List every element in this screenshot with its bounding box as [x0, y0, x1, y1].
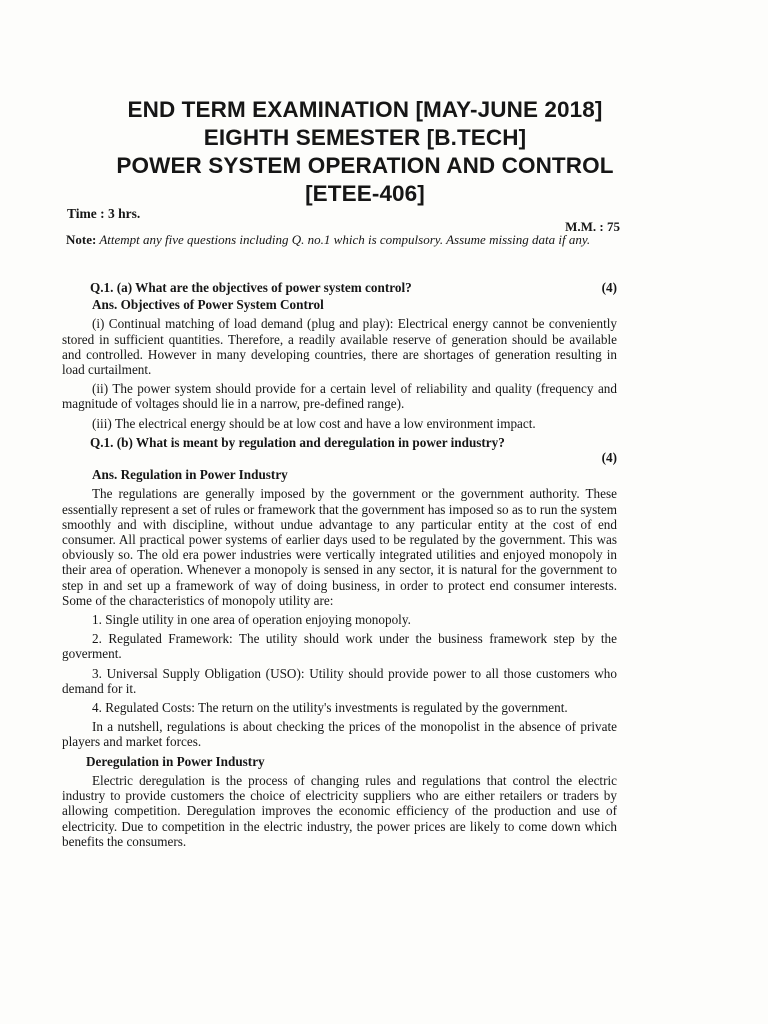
instructions-note — [66, 232, 616, 247]
deregulation-heading: Deregulation in Power Industry — [86, 753, 265, 769]
list-item: 1. Single utility in one area of operation enjoying monopoly. — [92, 612, 411, 628]
note-label: Note: — [66, 232, 97, 247]
document-body — [62, 276, 617, 853]
course-code: [ETEE-406] — [305, 181, 425, 206]
time-label: Time : 3 hrs. — [67, 206, 141, 221]
question-1a — [90, 280, 617, 295]
question-1b-marks: (4) — [601, 450, 617, 466]
answer-1a-point: (i) Continual matching of load demand (plug and play): Electrical energy cannot be conveniently stored in sufficient quantities. Therefore, a readily available reserve of generation should be available and controlled. However in many developing countries, there are shortages of generation resulting in load curtailment. — [62, 316, 617, 378]
question-1b-text: Q.1. (b) What is meant by regulation and deregulation in power industry? — [90, 434, 505, 450]
answer-1a-point: (ii) The power system should provide for a certain level of reliability and quality (frequency and magnitude of voltages should lie in a narrow, pre-defined range). — [62, 381, 617, 412]
list-item: 2. Regulated Framework: The utility should work under the business framework step by the goverment. — [62, 631, 617, 662]
answer-1a-point: (iii) The electrical energy should be at low cost and have a low environment impact. — [92, 415, 536, 431]
answer-1b-heading: Ans. Regulation in Power Industry — [92, 467, 288, 483]
list-item: 3. Universal Supply Obligation (USO): Utility should provide power to all those customers who demand for it. — [62, 665, 617, 696]
question-1b — [90, 435, 617, 450]
answer-1a-heading: Ans. Objectives of Power System Control — [92, 297, 324, 313]
deregulation-paragraph: Electric deregulation is the process of changing rules and regulations that control the electric industry to provide customers the choice of electricity suppliers who are either retailers or traders by allowing competition. Deregulation improves the economic efficiency of the production and use of electricity. Due to competition in the electric industry, the power prices are likely to come down which benefits the consumers. — [62, 772, 617, 849]
semester-title: EIGHTH SEMESTER [B.TECH] — [203, 125, 527, 150]
nutshell-paragraph: In a nutshell, regulations is about checking the prices of the monopolist in the absence of private players and market forces. — [62, 719, 617, 750]
exam-title: END TERM EXAMINATION [MAY-JUNE 2018] — [127, 97, 603, 122]
question-1a-marks: (4) — [601, 280, 617, 295]
question-1a-text: Q.1. (a) What are the objectives of power system control? — [90, 280, 412, 295]
regulation-paragraph: The regulations are generally imposed by the government or the government authority. These essentially represent a set of rules or framework that the government has imposed so as to run the system smoothly and with discipline, without undue advantage to any particular entity at the cost of end consumer. All practical power systems of earlier days used to be regulated by the government. This was obviously so. The old era power industries were vertically integrated utilities and enjoyed monopoly in their area of operation. Whenever a monopoly is sensed in any sector, it is natural for the government to step in and set up a framework of way of doing business, in order to protect end consumer interests. Some of the characteristics of monopoly utility are: — [62, 486, 617, 608]
max-marks-label: M.M. : 75 — [565, 219, 620, 234]
list-item: 4. Regulated Costs: The return on the utility's investments is regulated by the government. — [92, 700, 568, 716]
subject-title: POWER SYSTEM OPERATION AND CONTROL — [116, 153, 614, 178]
note-text: Attempt any five questions including Q. no.1 which is compulsory. Assume missing data if any. — [96, 232, 591, 247]
